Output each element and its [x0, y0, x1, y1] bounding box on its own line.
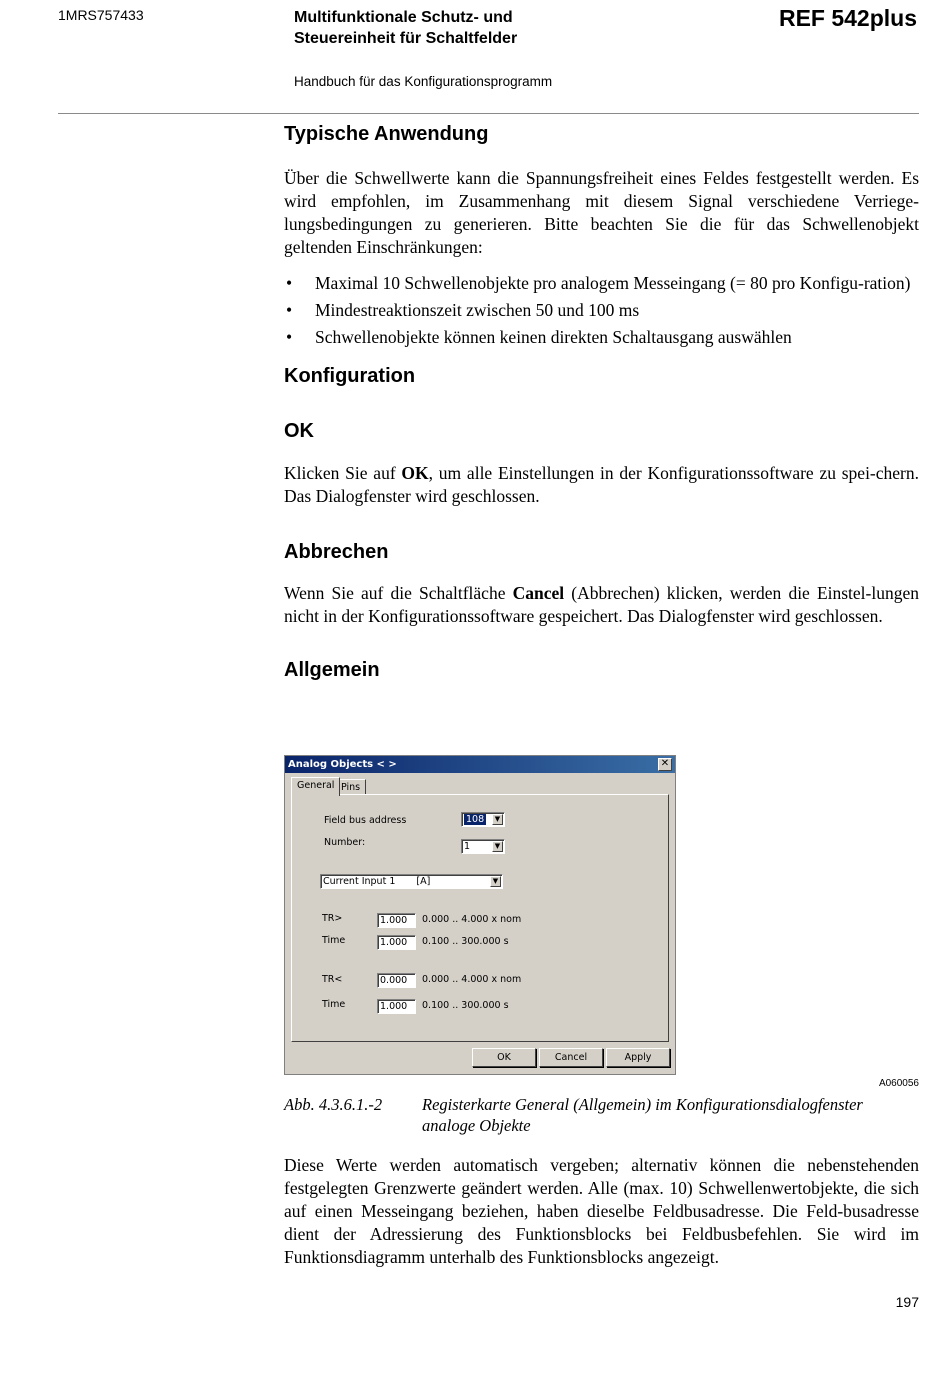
paragraph-cancel-bold: Cancel [512, 583, 565, 603]
chevron-down-icon[interactable]: ▼ [490, 876, 501, 887]
bullet-icon: • [286, 273, 293, 293]
input-select-unit: [A] [416, 876, 431, 887]
analog-objects-dialog [284, 755, 676, 1075]
page-number: 197 [895, 1294, 919, 1310]
number-label: Number: [324, 837, 366, 848]
dialog-title-bar [285, 756, 675, 773]
field-bus-address-select[interactable] [461, 812, 505, 827]
general-tab-panel [291, 794, 669, 1042]
figure-caption: Registerkarte General (Allgemein) im Konfigurationsdialogfenster analoge Objekte [422, 1095, 863, 1135]
header-divider [58, 113, 919, 114]
heading-cancel: Abbrechen [284, 541, 389, 563]
time-upper-range: 0.100 .. 300.000 s [422, 936, 509, 947]
bullet-icon: • [286, 327, 293, 347]
field-bus-address-label: Field bus address [324, 815, 407, 826]
heading-typical-application: Typische Anwendung [284, 123, 489, 145]
number-select[interactable] [461, 839, 505, 854]
chevron-down-icon[interactable]: ▼ [492, 841, 503, 852]
paragraph-cancel-text-before: Wenn Sie auf die Schaltfläche [284, 583, 513, 603]
paragraph-ok-text-after: , um alle Einstellungen in der Konfigurationssoftware zu spei-chern. Das Dialogfenster wird geschlossen. [284, 463, 919, 506]
tr-greater-label: TR> [322, 913, 343, 924]
paragraph-cancel-text-after: (Abbrechen) klicken, werden die Einstel-lungen nicht in der Konfigurationssoftware gespeichert. Das Dialogfenster wird geschlossen. [284, 583, 920, 626]
list-item-text: Schwellenobjekte können keinen direkten Schaltausgang auswählen [315, 327, 792, 347]
paragraph-typical-application: Über die Schwellwerte kann die Spannungsfreiheit eines Feldes festgestellt werden. Es wird empfohlen, im Zusammenhang mit diesem Signal verschiedene Verriege-lungsbedingungen zu generieren. Bitte beachten Sie die für das Schwellenobjekt geltenden Einschränkungen: [284, 168, 919, 257]
tab-pins[interactable]: Pins [335, 779, 366, 795]
time-lower-input[interactable]: 1.000 [377, 999, 416, 1014]
bullet-icon: • [286, 300, 293, 320]
product-name: REF 542plus [778, 5, 917, 31]
tr-greater-range: 0.000 .. 4.000 x nom [422, 914, 522, 925]
close-icon[interactable]: ✕ [658, 758, 672, 771]
heading-configuration: Konfiguration [284, 365, 416, 387]
time-lower-range: 0.100 .. 300.000 s [422, 1000, 509, 1011]
apply-button[interactable]: Apply [606, 1048, 670, 1067]
ok-button[interactable]: OK [472, 1048, 536, 1067]
figure-number: Abb. 4.3.6.1.-2 [284, 1095, 383, 1114]
list-item [284, 326, 919, 349]
closing-section [284, 1154, 919, 1269]
input-select[interactable] [320, 874, 503, 889]
tab-general[interactable]: General [291, 777, 340, 796]
paragraph-closing: Diese Werte werden automatisch vergeben; alternativ können die nebenstehenden festgelegten Grenzwerte geändert werden. Alle (max. 10) Schwellenwertobjekte, die sich auf einen Messeingang beziehen, haben dieselbe Feldbusadresse. Die Feld-busadresse dient der Adressierung des Funktionsblocks bei Feldbusbefehlen. Sie wird im Funktionsdiagramm unterhalb des Funktionsblocks angezeigt. [284, 1155, 919, 1267]
input-select-value: Current Input 1 [323, 876, 396, 887]
main-content [284, 120, 919, 684]
dialog-title: Analog Objects < > [288, 759, 397, 770]
number-value: 1 [464, 841, 471, 852]
list-item [284, 272, 919, 295]
paragraph-ok-bold: OK [401, 463, 429, 483]
tr-less-range: 0.000 .. 4.000 x nom [422, 974, 522, 985]
chevron-down-icon[interactable]: ▼ [492, 814, 503, 825]
restriction-list [284, 272, 919, 349]
header-title-line2: Steuereinheit für Schaltfelder [294, 30, 518, 47]
manual-title: Handbuch für das Konfigurationsprogramm [294, 74, 553, 89]
paragraph-ok [284, 462, 919, 508]
list-item-text: Mindestreaktionszeit zwischen 50 und 100 ms [315, 300, 640, 320]
field-bus-address-value: 108 [466, 814, 485, 825]
list-item-text: Maximal 10 Schwellenobjekte pro analogem Messeingang (= 80 pro Konfigu-ration) [315, 273, 911, 293]
tr-less-label: TR< [322, 974, 343, 985]
list-item [284, 299, 919, 322]
time-upper-label: Time [322, 935, 346, 946]
time-upper-input[interactable]: 1.000 [377, 935, 416, 950]
document-id: 1MRS757433 [58, 7, 144, 23]
cancel-button[interactable]: Cancel [539, 1048, 603, 1067]
header-title-line1: Multifunktionale Schutz- und [294, 9, 513, 26]
tr-less-input[interactable]: 0.000 [377, 973, 416, 988]
heading-ok: OK [284, 420, 314, 442]
heading-general: Allgemein [284, 659, 380, 681]
paragraph-cancel [284, 582, 919, 628]
tr-greater-input[interactable]: 1.000 [377, 913, 416, 928]
figure-code: A060056 [878, 1078, 919, 1089]
time-lower-label: Time [322, 999, 346, 1010]
header-title [294, 7, 517, 49]
paragraph-ok-text-before: Klicken Sie auf [284, 463, 402, 483]
